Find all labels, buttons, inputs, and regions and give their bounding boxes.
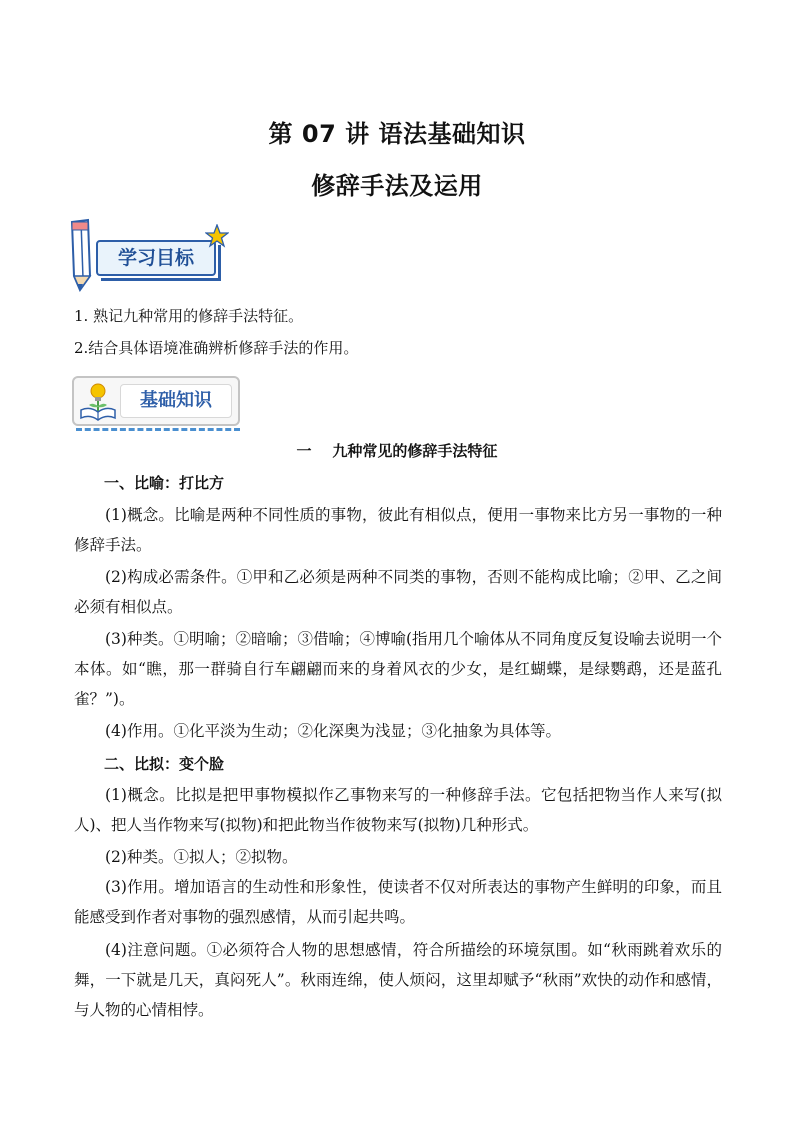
paragraph: (2)种类。①拟人；②拟物。 [105,848,298,866]
paragraph: (3)作用。增加语言的生动性和形象性，使读者不仅对所表达的事物产生鲜明的印象，而且能感受到作者对事物的强烈感情，从而引起共鸣。 [74,878,722,926]
star-icon [205,224,229,248]
page-title: 第 07 讲 语法基础知识 [268,120,526,148]
subsection-heading: 二、比拟：变个脸 [104,755,225,773]
badge-dashed-underline [76,428,240,431]
subsection-heading: 一、比喻：打比方 [104,474,225,492]
goal-item: 2.结合具体语境准确辨析修辞手法的作用。 [74,339,359,357]
paragraph: (1)概念。比喻是两种不同性质的事物，彼此有相似点，便用一事物来比方另一事物的一种修辞手法。 [74,506,722,554]
paragraph: (4)注意问题。①必须符合人物的思想感情，符合所描绘的环境氛围。如“秋雨跳着欢乐的舞，一下就是几天，真闷死人”。秋雨连绵，使人烦闷，这里却赋予“秋雨”欢快的动作和感情，与人物的心情相悖。 [74,941,722,1019]
learning-goals-label: 学习目标 [117,247,194,269]
paragraph: (3)种类。①明喻；②暗喻；③借喻；④博喻(指用几个喻体从不同角度反复设喻去说明一个本体。如“瞧，那一群骑自行车翩翩而来的身着风衣的少女，是红蝴蝶，是绿鹦鹉，还是蓝孔雀？”)。 [74,630,723,708]
paragraph: (2)构成必需条件。①甲和乙必须是两种不同类的事物，否则不能构成比喻；②甲、乙之间必须有相似点。 [74,568,722,616]
paragraph: (1)概念。比拟是把甲事物模拟作乙事物来写的一种修辞手法。它包括把物当作人来写(拟人)、把人当作物来写(拟物)和把此物当作彼物来写(拟物)几种形式。 [74,786,722,834]
learning-goals-badge [68,218,233,296]
book-lightbulb-icon [78,380,118,422]
basic-knowledge-badge [72,376,244,436]
section-heading: 一 九种常见的修辞手法特征 [296,442,498,460]
goal-item: 1. 熟记九种常用的修辞手法特征。 [74,307,304,325]
page-subtitle: 修辞手法及运用 [311,172,483,200]
paragraph: (4)作用。①化平淡为生动；②化深奥为浅显；③化抽象为具体等。 [105,722,561,740]
basic-knowledge-label: 基础知识 [140,390,212,411]
